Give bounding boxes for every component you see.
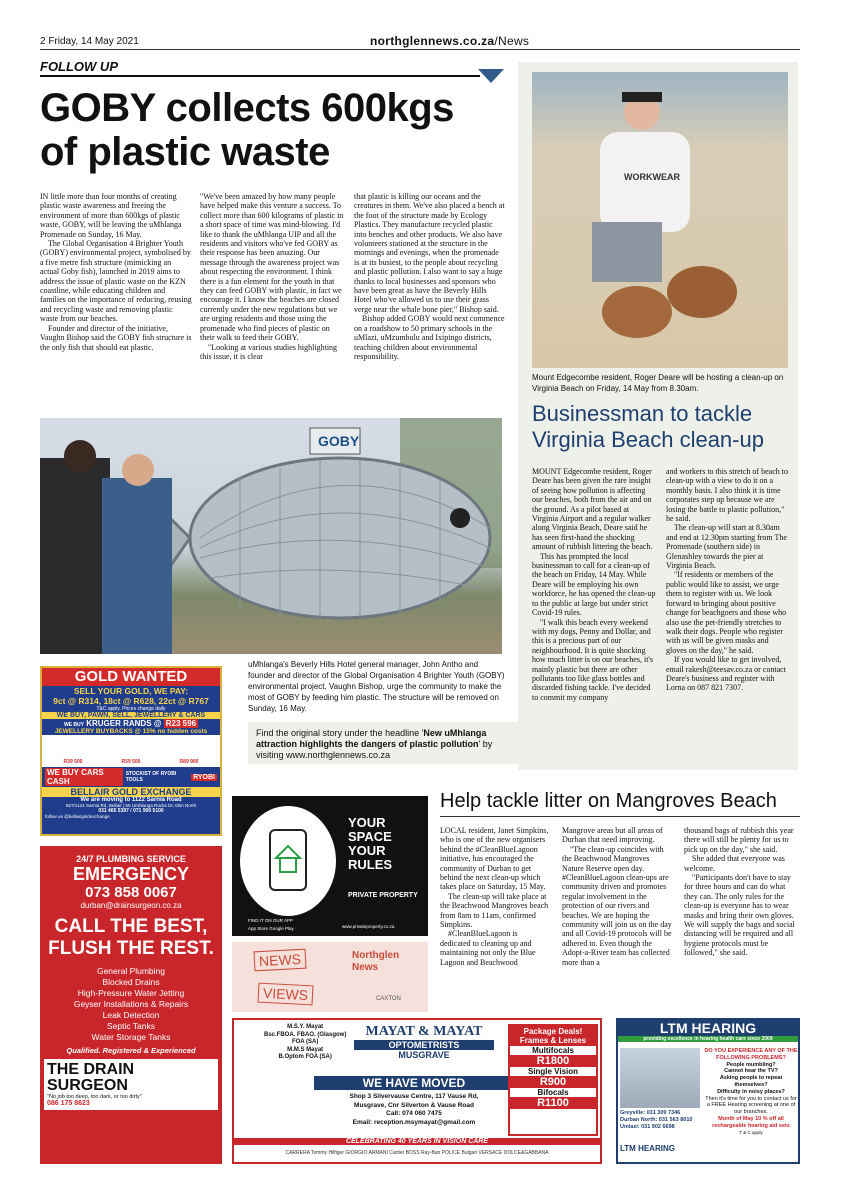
article1-col2 (200, 192, 344, 361)
paragraph: Bishop added GOBY would next commence on a roadshow to 50 primary schools in the uMlazi, uMzumbulu and Ixipingo districts, teaching children about environmental responsibility. (354, 314, 505, 361)
headline-line-2: of plastic waste (40, 130, 330, 174)
kruger-prefix: WE BUY (63, 722, 84, 728)
branch-phone[interactable]: Durban North: 031 563 8010 (620, 1117, 693, 1123)
shorts (592, 222, 662, 282)
plumbing-slogan: CALL THE BEST, FLUSH THE REST. (48, 916, 214, 959)
service-item: Water Storage Tanks (91, 1032, 171, 1042)
triangle-marker (478, 69, 504, 83)
cars-cash-row (42, 767, 220, 787)
caxton-logo: CAXTON (376, 996, 401, 1002)
paragraph: "Participants don't have to stay for three hours and can do what they can. The only rules for the clean-up is everyone has to wear masks and bring their own gloves. We will supply the bags and social distancing will be required and all hygiene protocols must be followed," she said. (684, 873, 795, 958)
gold-address: 927/1122 Sarnia Rd, Bellair | 55 Umhlanga Rocks Dr, Dbn North (65, 803, 197, 808)
paragraph: If you would like to get involved, email rakesh@teesav.co.za or contact Deare's business and register with Lorna on 087 821 7307. (666, 655, 786, 693)
paragraph: and workers to this stretch of beach to clean-up with a view to do it on a monthly basis. I also think it is time corporates step up because we are losing the battle to plastic pollution," he said. (666, 467, 788, 524)
paragraph: "We've been amazed by how many people have helped make this venture a success. To collect more than 600 kilograms of plastic in a short space of time was mind-blowing. I'd like to thank the uMhlanga UIP and all the residents and visitors who've fed GOBY as their response has been amazing. Our message through the awareness project was about respecting the environment. I think there is a fun element for the youth in that they can feed GOBY with plastic, in fact we encourage it. I know the beaches are closed currently under the new regulations but we are urging residents and those using the promenade who find pieces of plastic on their walk to feed their GOBY. (200, 192, 344, 343)
celebrating-banner: CELEBRATING 40 YEARS IN VISION CARE (234, 1138, 600, 1145)
article3-col1 (440, 826, 550, 967)
service-item: Geyser Installations & Repairs (73, 999, 189, 1009)
optometrist-email[interactable]: Email: reception.msymayat@gmail.com (352, 1118, 476, 1126)
paragraph: Mangrove areas but all areas of Durban that need improving. (562, 826, 663, 845)
property-find: FIND IT ON OUR APP (248, 918, 293, 923)
news-brand: News (352, 962, 379, 973)
doctor-2-name: M.M.S Mayat (287, 1046, 324, 1053)
find-story-suffix: ' by visiting www.northglennews.co.za (256, 739, 493, 760)
plumbing-email[interactable]: durban@drainsurgeon.co.za (80, 901, 182, 910)
branch-phone[interactable]: Umlazi: 031 902 6698 (620, 1124, 675, 1130)
drain-surgeon-logo (44, 1059, 218, 1110)
gold-follow[interactable]: follow us @bellairgoldexchange (45, 814, 110, 819)
site-url[interactable] (370, 34, 529, 48)
page-date: 2 Friday, 14 May 2021 (40, 36, 139, 47)
find-story-box (248, 722, 530, 764)
hearing-time: Then it's time for you to contact us for a FREE Hearing screening at one of our branches. (705, 1095, 797, 1116)
optometrist-ad[interactable] (232, 1018, 602, 1164)
paragraph: IN little more than four months of creating plastic waste awareness and freeing the environment of more than 600kgs of plastic waste, GOBY, will be leaving the uMhlanga Promenade on Sunday, 16 May. (40, 192, 182, 239)
doctor-1-foa: FOA (SA) (291, 1039, 319, 1045)
package-deals (508, 1024, 598, 1136)
northglen-news-ad[interactable] (232, 942, 428, 1012)
article3-col2 (562, 826, 672, 967)
doctor-1-quals: Bsc.FBOA. FBAO. (Glasgow) (264, 1031, 347, 1038)
problem-item: Cannot hear the TV? (724, 1068, 778, 1075)
cars-cash: WE BUY CARS CASH (45, 768, 123, 786)
car-row (42, 735, 220, 767)
goby-photo (40, 418, 502, 654)
elderly-couple-photo (620, 1048, 700, 1108)
paragraph: "If residents or members of the public would like to assist, we urge them to register with us. We look forward to bringing about positive change for beachgoers and those who also use the pet-friendly stretches to walk their dogs. People who register with us will be given masks and gloves on the day," he said. (666, 570, 787, 655)
house-graphic (240, 806, 336, 916)
page-header (40, 30, 800, 50)
shirt-text: WORKWEAR (624, 172, 680, 182)
man-with-dogs-illustration (532, 72, 788, 368)
optometrist-logo (354, 1024, 494, 1060)
drain-surgeon-ad[interactable] (40, 846, 222, 1164)
dog-2 (667, 266, 737, 318)
moved-banner: WE HAVE MOVED (314, 1076, 514, 1090)
optometrist-contact (314, 1093, 514, 1127)
northglen-brand: Northglen (352, 950, 400, 961)
person-left-head (64, 440, 96, 472)
brand-line-1: THE DRAIN (47, 1061, 135, 1078)
hearing-question: DO YOU EXPERIENCE ANY OF THE FOLLOWING PROBLEMS? (704, 1048, 798, 1061)
google-play-badge[interactable]: Google Play (269, 926, 294, 931)
optometrist-brand: MAYAT & MAYAT (365, 1024, 483, 1039)
article2-title: Businessman to tackle Virginia Beach clean-up (532, 401, 764, 452)
property-headline: YOUR SPACE YOUR RULES (348, 815, 393, 872)
person-right-head (122, 454, 154, 486)
article2-col2 (666, 467, 790, 693)
car-price: R59 500 (121, 759, 141, 765)
branch-phone[interactable]: Greyville: 031 309 7346 (620, 1110, 681, 1116)
headline-line-1: GOBY collects 600kgs (40, 86, 454, 130)
phone-house-icon (240, 806, 336, 916)
paragraph: that plastic is killing our oceans and the creatures in them. We've also placed a bench at the foot of the structure made by Ecology Plastics. They manufacture recycled plastic into benches and other products. We also have volunteers stationed at the structure in the mornings and evenings, when the promenade is at its busiest, to the people about recycling and plastic pollution. I also want to say a huge thanks to local businesses and sponsors who have been great as have the Beverly Hills Hotel who've allowed us to use their grass verge near the whale bone pier," Bishop said. (354, 192, 505, 314)
problem-item: Asking people to repeat themselves? (719, 1075, 783, 1088)
hearing-tcs: T & C apply (739, 1129, 763, 1135)
paragraph: The clean-up will start at 8.30am and end at 12.30pm starting from The Promenade (southern side) in Glenashley towards the pier at Virginia Beach. (666, 523, 787, 571)
follow-up-label: FOLLOW UP (40, 59, 118, 74)
hearing-branches (620, 1110, 700, 1131)
hearing-subtitle: providing excellence in hearing health care since 2009 (618, 1036, 798, 1042)
service-item: Septic Tanks (106, 1021, 156, 1031)
gold-phones: 031 465 5397 / 071 900 5100 (98, 808, 164, 814)
site-name: northglennews.co.za (370, 34, 495, 48)
ryobi-logo: RYOBI (193, 773, 215, 781)
doctor-2-quals: B.Optom FOA (SA) (278, 1054, 332, 1060)
gold-buy-line: WE BUY, PAWN, SELL, JEWELLERY & CARS (42, 712, 220, 719)
plumbing-service: 24/7 PLUMBING SERVICE (76, 854, 186, 864)
car-price: R89 900 (179, 759, 199, 765)
service-item: General Plumbing (96, 966, 166, 976)
paragraph: "The clean-up coincides with the Beachwood Mangroves Nature Reserve open day. #CleanBlueLagoon clean-ups are community driven and promotes regular involvement in the protection of our rivers and beaches. We are hoping the community will join us on the day and all Covid-19 protocols will be adhered to. Even though the Adopt-a-River team has collected more than a (562, 844, 672, 967)
package-title: Package Deals! Frames & Lenses (510, 1026, 596, 1046)
find-story-prefix: Find the original story under the headline ' (256, 728, 424, 738)
goby-sign-text: GOBY (318, 433, 360, 449)
optometrist-location: MUSGRAVE (398, 1050, 450, 1060)
gold-exchange-name: BELLAIR GOLD EXCHANGE (42, 787, 220, 797)
gold-moving: We are moving to 1122 Sarnia Road (80, 797, 182, 803)
hearing-offer: Month of May 10 % off all rechargeable hearing aid sets (712, 1115, 790, 1129)
article1-col1 (40, 192, 192, 352)
gold-sell: SELL YOUR GOLD, WE PAY: (73, 686, 189, 696)
private-property-ad[interactable] (232, 796, 428, 936)
gold-buybacks: JEWELLERY BUYBACKS @ 15% no hidden costs (54, 728, 208, 735)
paragraph: #CleanBlueLagoon is dedicated to cleaning up and maintaining not only the Blue Lagoon and Beachwood (440, 929, 536, 967)
doctors (264, 1024, 346, 1062)
shirt (600, 132, 690, 232)
service-item: High-Pressure Water Jetting (77, 988, 185, 998)
cap (622, 92, 662, 102)
plumbing-emergency: EMERGENCY (72, 864, 189, 884)
divider (40, 75, 480, 77)
property-url[interactable]: www.privateproperty.co.za (342, 924, 395, 929)
plumbing-services (40, 966, 222, 1043)
paragraph: "I walk this beach every weekend with my dogs, Penny and Dollar, and this is a precious part of our neighbourhood. It is quite shocking how much litter is on our beaches, it's mainly plastic but there are other pollutants too like glass bottles and discarded fishing tackle. I've decided to commit my company (532, 617, 653, 702)
article3-col3 (684, 826, 800, 958)
optometrist-label: OPTOMETRISTS (354, 1040, 494, 1050)
kruger-label: KRUGER RANDS @ (86, 719, 162, 728)
ltm-hearing-ad[interactable] (616, 1018, 800, 1164)
gold-rates: 9ct @ R314, 18ct @ R628, 22ct @ R767 (53, 696, 209, 706)
hearing-logo: LTM HEARING (620, 1144, 675, 1153)
brand-line-2: SURGEON (47, 1077, 128, 1094)
gold-title: GOLD WANTED (42, 668, 220, 686)
person-left (40, 458, 110, 654)
plumbing-qualified: Qualified. Registered & Experienced (66, 1046, 196, 1055)
doctor-1-name: M.S.Y. Mayat (287, 1024, 324, 1030)
app-store-badge[interactable]: App Store (248, 926, 269, 931)
property-brand: PRIVATE PROPERTY (348, 892, 418, 899)
deal-price: R900 (510, 1076, 596, 1088)
paragraph: Founder and director of the initiative, Vaughn Bishop said the GOBY fish structure is the only fish that should eat plastic. (40, 323, 192, 352)
find-story-title[interactable]: New uMhlanga attraction highlights the dangers of plastic pollution (256, 728, 487, 749)
kruger-price: R23 596 (165, 719, 197, 728)
stockist: STOCKIST OF RYOBI TOOLS (125, 771, 177, 783)
paragraph: "Looking at various studies highlighting this issue, it is clear (200, 342, 338, 361)
hearing-problems (704, 1048, 798, 1136)
article1-col3 (354, 192, 506, 361)
hearing-title: LTM HEARING (618, 1020, 798, 1036)
dog-1 (602, 286, 672, 338)
gold-tcs: T&C apply. Prices change daily (96, 706, 166, 712)
car-price: R39 500 (63, 759, 83, 765)
paragraph: thousand bags of rubbish this year there will still be plenty for us to pick up on the day," she said. (684, 826, 794, 854)
article3-title: Help tackle litter on Mangroves Beach (440, 790, 777, 812)
paragraph: She added that everyone was welcome. (684, 854, 785, 873)
deare-photo-caption: Mount Edgecombe resident, Roger Deare will be hosting a clean-up on Virginia Beach on Friday, 14 May from 8.30am. (532, 373, 784, 393)
paragraph: LOCAL resident, Janet Simpkins, who is one of the new organisers behind the #CleanBlueLagoon initiative, has encouraged the community of Durban to get behind the next clean-up which takes place on Saturday, 15 May. (440, 826, 549, 892)
paragraph: The Global Organisation 4 Brighter Youth (GOBY) environmental project, symbolised by a five metre fish structure (mimicking an actual Goby fish), launched in 2019 aims to address the issue of plastic waste on the KZN coastline, while educating children and families on the importance of reducing, reusing and recycling waste and removing plastic waste from our beaches. (40, 239, 192, 324)
person-right (102, 478, 172, 654)
eyewear-brands: CARRERA Tommy Hilfiger GIORGIO ARMANI Cartier BOSS Ray-Ban POLICE Bulgari VERSACE DOLCE&GABBANA (285, 1150, 549, 1156)
service-item: Leak Detection (102, 1010, 160, 1020)
paragraph: MOUNT Edgecombe resident, Roger Deare has been given the rare insight of seeing how pollution is affecting our beaches, both from the air and on the ground. As a pilot based at Virginia Airport and a regular walker along Virginia Beach, Deare said he has seen first-hand the shocking amount of rubbish littering the beach. (532, 467, 653, 552)
deal-label: Multifocals (532, 1046, 574, 1055)
goby-fish-illustration (40, 418, 502, 654)
fish-body (190, 458, 490, 618)
deal-label: Single Vision (527, 1067, 579, 1076)
article2-col1 (532, 467, 656, 702)
plumbing-tagline: "No job too deep, too dark, or too dirty" (47, 1094, 142, 1100)
news-word: NEWS (254, 949, 307, 972)
divider (440, 816, 800, 817)
section-name: /News (494, 34, 530, 48)
problem-item: Difficulty in noisy places? (717, 1088, 785, 1095)
paragraph: This has prompted the local businessman to call for a clean-up of the beach on Friday, 14 May. While Deare will be employing his own workforce, he has opened the clean-up to the public at large but under strict Covid-19 rules. (532, 551, 656, 618)
gold-exchange-ad[interactable] (40, 666, 222, 836)
fish-eye (450, 508, 470, 528)
deal-price: R1100 (510, 1097, 596, 1109)
address-line: Shop 3 Silvervause Centre, 117 Vause Rd, (349, 1093, 479, 1100)
plumbing-phone[interactable]: 073 858 0067 (85, 884, 177, 901)
service-item: Blocked Drains (102, 977, 160, 987)
deare-photo (532, 72, 788, 368)
main-headline (40, 86, 510, 174)
goby-photo-caption: uMhlanga's Beverly Hills Hotel general manager, John Antho and founder and director of the Global Organisation 4 Brighter Youth (GOBY) environmental project, Vaughn Bishop, urge the community to make the most of GOBY by feeding him plastic. The structure will be removed on Sunday, 16 May. (248, 660, 505, 713)
paragraph: The clean-up will take place at the Beachwood Mangroves beach from 8am to 11am, confirmed Simpkins. (440, 891, 549, 930)
plumbing-landline[interactable]: 086 175 8623 (47, 1100, 90, 1107)
deal-label: Bifocals (537, 1088, 569, 1097)
optometrist-phone[interactable]: Call: 074 060 7475 (386, 1110, 442, 1117)
deal-price: R1800 (510, 1055, 596, 1067)
views-word: VIEWS (258, 983, 314, 1006)
problem-item: People mumbling? (726, 1061, 776, 1068)
address-line: Musgrave, Cnr Silverton & Vause Road (354, 1101, 474, 1109)
